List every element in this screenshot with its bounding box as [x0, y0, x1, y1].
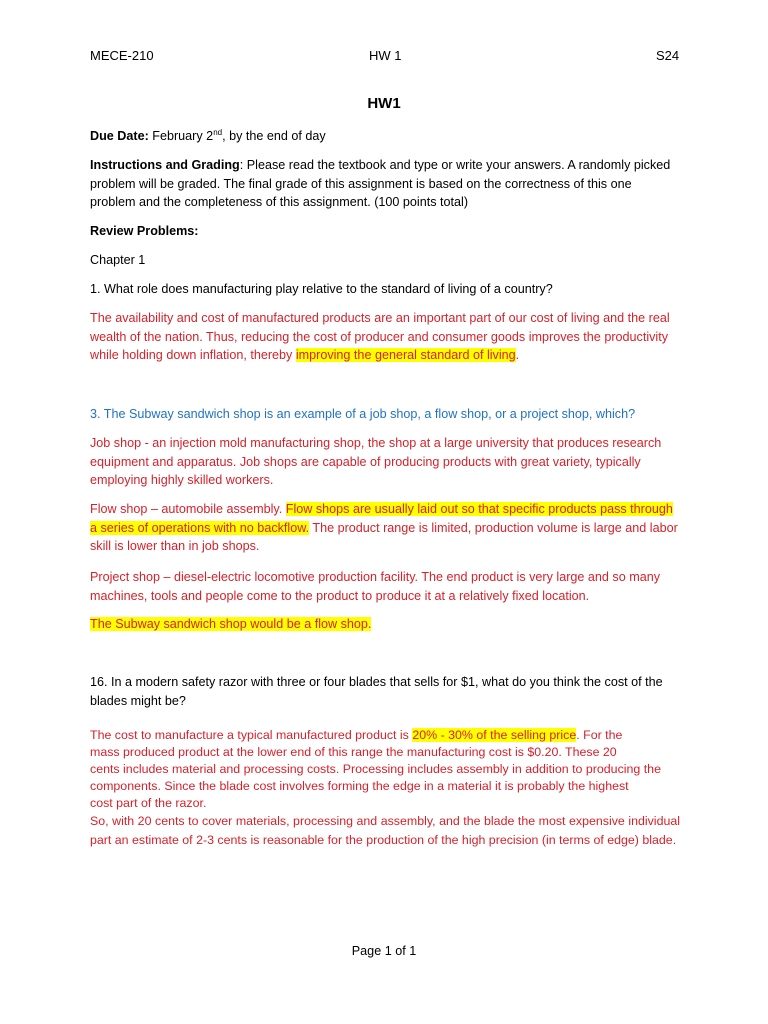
review-problems-heading — [90, 222, 680, 241]
due-date-line — [90, 127, 680, 146]
chapter-label: Chapter 1 — [90, 253, 146, 267]
due-date-label: Due Date: — [90, 129, 149, 143]
page-footer: Page 1 of 1 — [351, 944, 417, 958]
answer-1 — [90, 309, 680, 365]
answer-16-line-2: mass produced product at the lower end of this range the manufacturing cost is $0.20. These 20 — [90, 745, 617, 759]
answer-16-line-3: cents includes material and processing costs. Processing includes assembly in addition to producing the — [90, 762, 661, 776]
answer-3-conclusion — [90, 615, 680, 634]
answer-3-highlight: The Subway sandwich shop would be a flow shop. — [90, 617, 372, 631]
answer-16-line-5: cost part of the razor. — [90, 796, 207, 810]
instructions-text: : Please read the textbook and type or write your answers. A randomly picked problem will be graded. The final grade of this assignment is based on the correctness of this one problem and the completeness of this assignment. (100 points total) — [90, 158, 671, 209]
question-3: 3. The Subway sandwich shop is an example of a job shop, a flow shop, or a project shop, which? — [90, 407, 636, 421]
answer-16-highlight: 20% - 30% of the selling price — [412, 728, 577, 742]
answer-16-line-1 — [90, 727, 680, 744]
answer-1-highlight: improving the general standard of living — [295, 348, 516, 362]
answer-3-flow-shop — [90, 500, 680, 556]
instructions-paragraph — [90, 156, 680, 212]
answer-16-paragraph-2: So, with 20 cents to cover materials, processing and assembly, and the blade the most expensive individual part an estimate of 2-3 cents is reasonable for the production of the high precision (in terms of edge) blade. — [90, 814, 680, 847]
question-16: 16. In a modern safety razor with three or four blades that sells for $1, what do you think the cost of the blades might be? — [90, 675, 663, 708]
question-1: 1. What role does manufacturing play relative to the standard of living of a country? — [90, 282, 553, 296]
flow-shop-highlight: Flow shops are usually laid out so that specific products pass through a series of operations with no backflow. — [90, 502, 673, 535]
instructions-label: Instructions and Grading — [90, 158, 240, 172]
flow-shop-intro: Flow shop – automobile assembly. — [90, 502, 286, 516]
due-date-month-day: February 2 — [152, 129, 214, 143]
answer-3-job-shop: Job shop - an injection mold manufacturing shop, the shop at a large university that produces research equipment and apparatus. Job shops are capable of producing products with great variety, typically employing highly skilled workers. — [90, 436, 662, 487]
page-title: HW1 — [367, 95, 401, 112]
answer-16-line-1-text: The cost to manufacture a typical manufactured product is — [90, 728, 413, 742]
answer-3-project-shop: Project shop – diesel-electric locomotive production facility. The end product is very large and so many machines, tools and people come to the product to produce it at a relatively fixed location. — [90, 570, 661, 603]
flow-shop-rest: The product range is limited, production volume is large and labor skill is lower than in job shops. — [90, 520, 678, 553]
answer-1-text: The availability and cost of manufactured products are an important part of our cost of living and the real wealth of the nation. Thus, reducing the cost of producer and consumer goods improves the productivity while holding down inflation, thereby — [90, 311, 670, 362]
answer-16 — [90, 727, 680, 849]
due-date-rest: , by the end of day — [222, 129, 326, 143]
answer-16-line-4: components. Since the blade cost involves forming the edge in a material it is probably the highest — [90, 779, 629, 793]
header-assignment: HW 1 — [369, 48, 402, 63]
answer-16-line-1-end: . For the — [576, 728, 623, 742]
header-course: MECE-210 — [90, 48, 154, 63]
due-date-suffix: nd — [213, 127, 223, 137]
review-problems-label: Review Problems: — [90, 224, 199, 238]
answer-1-end: . — [515, 348, 520, 362]
header-term: S24 — [656, 48, 680, 63]
